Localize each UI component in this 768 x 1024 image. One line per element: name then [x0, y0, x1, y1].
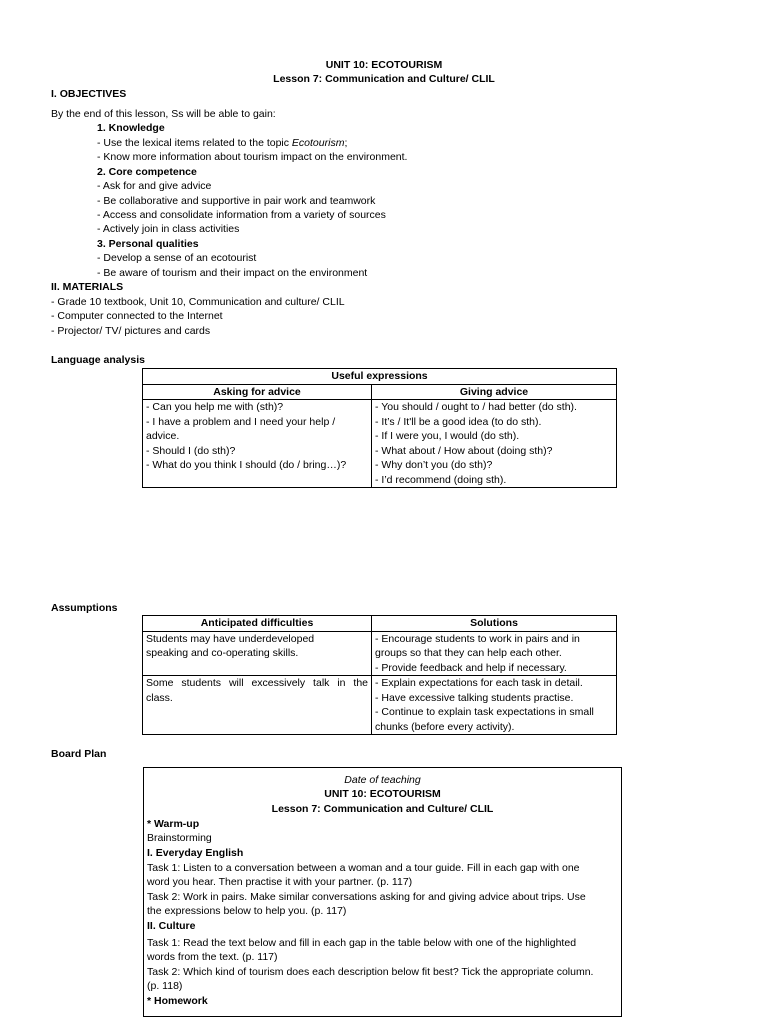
- solution-line: - Have excessive talking students practise.: [375, 691, 574, 704]
- core-item: - Access and consolidate information from a variety of sources: [97, 209, 386, 221]
- solution-cell: [372, 676, 617, 735]
- board-task-line: Task 2: Work in pairs. Make similar conversations asking for and giving advice about trips. Use: [147, 891, 586, 903]
- solution-line: - Provide feedback and help if necessary.: [375, 661, 567, 674]
- core-competence-heading: 2. Core competence: [97, 166, 197, 178]
- personal-item: - Develop a sense of an ecotourist: [97, 252, 257, 264]
- board-warmup: * Warm-up: [147, 818, 200, 830]
- board-task-line: words from the text. (p. 117): [147, 951, 278, 963]
- unit-title: UNIT 10: ECOTOURISM: [325, 59, 443, 71]
- materials-item: - Computer connected to the Internet: [51, 310, 223, 322]
- solution-line: - Encourage students to work in pairs and in: [375, 632, 580, 645]
- core-item: - Be collaborative and supportive in pair work and teamwork: [97, 195, 376, 207]
- board-date: Date of teaching: [344, 774, 421, 786]
- board-plan-box: [143, 767, 622, 1017]
- assumptions-table: [142, 615, 617, 735]
- asking-advice-header: Asking for advice: [143, 384, 372, 400]
- board-homework: * Homework: [147, 995, 208, 1007]
- giving-advice-header: Giving advice: [372, 384, 617, 400]
- asking-expression: - What do you think I should (do / bring…)?: [146, 459, 347, 471]
- solution-cell: [372, 631, 617, 676]
- knowledge-item-1-prefix: - Use the lexical items related to the topic: [97, 137, 292, 149]
- difficulty-cell: [143, 676, 372, 735]
- table-row: [143, 631, 617, 676]
- board-unit-title: UNIT 10: ECOTOURISM: [324, 788, 441, 800]
- board-everyday-english: I. Everyday English: [147, 847, 244, 859]
- table-row: [143, 676, 617, 735]
- giving-expression: - You should / ought to / had better (do sth).: [375, 401, 577, 413]
- materials-heading: II. MATERIALS: [51, 281, 124, 293]
- board-lesson-title: Lesson 7: Communication and Culture/ CLIL: [271, 803, 494, 815]
- core-item: - Ask for and give advice: [97, 180, 212, 192]
- difficulty-line: speaking and co-operating skills.: [146, 647, 299, 659]
- knowledge-heading: 1. Knowledge: [97, 122, 165, 134]
- materials-item: - Grade 10 textbook, Unit 10, Communication and culture/ CLIL: [51, 296, 345, 308]
- assumptions-label: Assumptions: [51, 602, 118, 614]
- knowledge-item-1-suffix: ;: [344, 137, 348, 149]
- board-plan-label: Board Plan: [51, 748, 107, 760]
- giving-expression: - It’s / It'll be a good idea (to do sth).: [375, 415, 542, 428]
- asking-expression: advice.: [146, 430, 180, 442]
- asking-expression: - Should I (do sth)?: [146, 444, 236, 457]
- objectives-heading: I. OBJECTIVES: [51, 88, 127, 100]
- giving-advice-cell: [372, 400, 617, 488]
- solution-line: - Continue to explain task expectations in small: [375, 706, 594, 718]
- giving-expression: - Why don’t you (do sth)?: [375, 459, 493, 471]
- asking-expression: - Can you help me with (sth)?: [146, 401, 284, 413]
- objectives-intro: By the end of this lesson, Ss will be able to gain:: [51, 108, 276, 120]
- lesson-title: Lesson 7: Communication and Culture/ CLIL: [273, 73, 495, 85]
- difficulty-line: Students may have underdeveloped: [146, 632, 315, 645]
- giving-expression: - I’d recommend (doing sth).: [375, 473, 507, 486]
- personal-item: - Be aware of tourism and their impact on the environment: [97, 267, 368, 279]
- board-task-line: (p. 118): [147, 980, 183, 992]
- giving-expression: - What about / How about (doing sth)?: [375, 444, 553, 457]
- difficulty-cell: [143, 631, 372, 676]
- language-analysis-label: Language analysis: [51, 354, 145, 366]
- asking-expression: - I have a problem and I need your help /: [146, 415, 336, 428]
- difficulty-line: Some students will excessively talk in the: [146, 677, 368, 689]
- personal-qualities-heading: 3. Personal qualities: [97, 238, 199, 250]
- knowledge-item-1-topic: Ecotourism: [291, 137, 345, 149]
- solution-line: groups so that they can help each other.: [375, 647, 562, 659]
- solution-line: - Explain expectations for each task in detail.: [375, 677, 583, 689]
- core-item: - Actively join in class activities: [97, 223, 240, 235]
- board-culture: II. Culture: [147, 920, 196, 932]
- giving-expression: - If I were you, I would (do sth).: [375, 430, 520, 442]
- solution-line: chunks (before every activity).: [375, 720, 515, 733]
- difficulties-header: Anticipated difficulties: [143, 616, 372, 632]
- knowledge-item-1: [97, 136, 347, 151]
- asking-advice-cell: [143, 400, 372, 488]
- useful-expressions-table: [142, 368, 617, 488]
- board-task-line: Task 2: Which kind of tourism does each description below fit best? Tick the appropriate column.: [147, 966, 594, 978]
- solutions-header: Solutions: [372, 616, 617, 632]
- board-brainstorming: Brainstorming: [147, 832, 212, 844]
- materials-item: - Projector/ TV/ pictures and cards: [51, 325, 211, 337]
- board-task-line: word you hear. Then practise it with your partner. (p. 117): [147, 876, 413, 888]
- useful-expressions-title: Useful expressions: [143, 369, 617, 385]
- knowledge-item-2: - Know more information about tourism impact on the environment.: [97, 151, 408, 163]
- board-task-line: the expressions below to help you. (p. 117): [147, 905, 347, 917]
- difficulty-line: class.: [146, 691, 173, 704]
- board-task-line: Task 1: Listen to a conversation between a woman and a tour guide. Fill in each gap with one: [147, 862, 580, 874]
- board-task-line: Task 1: Read the text below and fill in each gap in the table below with one of the highlighted: [147, 937, 577, 949]
